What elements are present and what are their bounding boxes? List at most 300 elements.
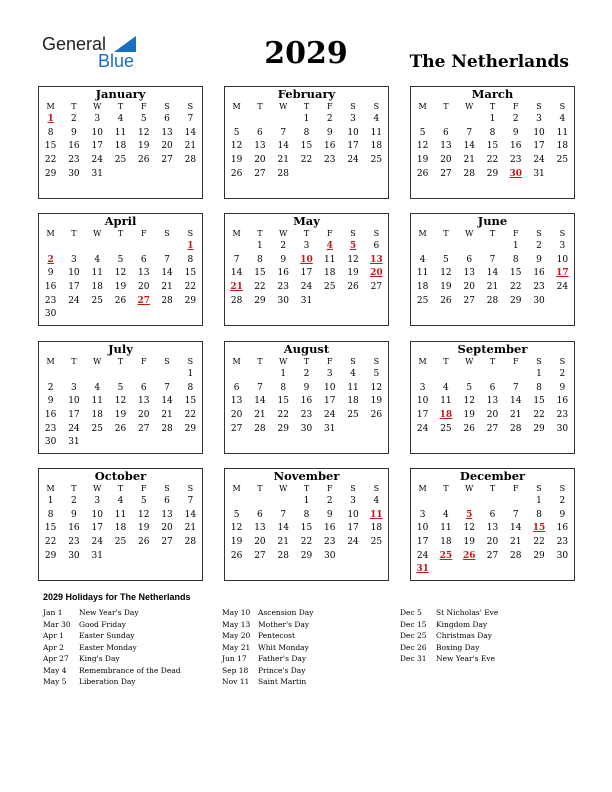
day-cell: 10 [324, 382, 336, 393]
empty-cell [458, 368, 481, 382]
day-cell: 22 [533, 410, 545, 421]
empty-cell [458, 113, 481, 127]
day-cell: 9 [47, 268, 54, 279]
day-cell: 8 [303, 127, 310, 138]
day-cell: 18 [370, 523, 383, 534]
weekday-header: T [489, 357, 496, 366]
empty-cell [132, 240, 155, 254]
holiday-name: Remembrance of the Dead [79, 665, 181, 675]
day-cell: 28 [463, 168, 475, 179]
weekday-header: T [117, 357, 124, 366]
weekday-header: F [140, 357, 147, 366]
empty-cell [109, 240, 132, 254]
day-cell: 1 [187, 241, 194, 252]
day-cell: 9 [326, 127, 333, 138]
weekday-header: S [373, 229, 380, 238]
day-cell: 13 [254, 523, 266, 534]
month-title: August [283, 342, 330, 356]
day-cell: 16 [510, 141, 522, 152]
day-cell: 7 [466, 127, 473, 138]
day-cell: 13 [138, 396, 150, 407]
day-cell: 18 [114, 141, 127, 152]
empty-cell [225, 113, 248, 127]
holiday-row [43, 607, 181, 619]
day-cell: 19 [114, 282, 127, 293]
day-cell: 3 [419, 382, 426, 393]
day-cell: 11 [347, 382, 359, 393]
day-cell: 5 [140, 114, 147, 125]
day-cell: 27 [463, 295, 475, 306]
day-cell: 1 [47, 496, 54, 507]
month-title: May [293, 214, 320, 228]
day-cell: 10 [416, 523, 429, 534]
day-cell: 16 [533, 268, 545, 279]
empty-cell [365, 294, 388, 308]
day-cell: 2 [559, 369, 566, 380]
weekday-header: W [279, 229, 288, 238]
weekday-header: W [465, 102, 474, 111]
day-cell: 25 [114, 537, 127, 548]
day-cell: 20 [254, 537, 266, 548]
day-cell: 23 [68, 537, 80, 548]
day-cell: 7 [280, 127, 287, 138]
day-cell: 31 [68, 437, 80, 448]
weekday-header: T [303, 484, 310, 493]
day-cell: 29 [44, 168, 57, 179]
day-cell: 31 [91, 550, 103, 561]
day-cell: 10 [416, 396, 429, 407]
holiday-row [222, 653, 313, 665]
weekday-header: S [350, 357, 356, 366]
holiday-row [400, 630, 498, 642]
weekday-header: T [443, 357, 449, 366]
day-cell: 11 [440, 396, 452, 407]
holiday-list-title: 2029 Holidays for The Netherlands [43, 592, 191, 602]
day-cell: 5 [443, 254, 449, 265]
empty-cell [272, 495, 295, 509]
holiday-name: New Year's Eve [436, 654, 496, 663]
day-cell: 26 [416, 168, 429, 179]
holiday-date: May 4 [43, 665, 67, 675]
day-cell: 4 [373, 496, 380, 507]
day-cell: 4 [326, 241, 333, 252]
day-cell: 3 [71, 254, 77, 265]
day-cell: 6 [466, 254, 473, 265]
country-name: The Netherlands [409, 52, 569, 72]
day-cell: 1 [47, 114, 54, 125]
day-cell: 10 [300, 254, 313, 265]
day-cell: 3 [94, 114, 101, 125]
month-may [224, 213, 389, 326]
day-cell: 9 [536, 254, 542, 265]
weekday-header: S [350, 229, 356, 238]
weekday-header: S [559, 229, 566, 238]
holiday-date: May 10 [222, 608, 251, 617]
day-cell: 20 [161, 523, 173, 534]
weekday-header: S [373, 102, 380, 111]
calendar-year: 2029 [264, 36, 348, 71]
day-cell: 30 [556, 423, 569, 434]
day-cell: 19 [440, 282, 452, 293]
day-cell: 13 [161, 127, 173, 138]
day-cell: 22 [184, 282, 197, 293]
empty-cell [504, 563, 527, 577]
weekday-header: F [326, 229, 333, 238]
day-cell: 30 [533, 295, 545, 306]
day-cell: 27 [254, 168, 266, 179]
empty-cell [551, 167, 574, 181]
day-cell: 29 [184, 295, 197, 306]
day-cell: 11 [370, 509, 383, 520]
empty-cell [434, 240, 457, 254]
day-cell: 14 [184, 509, 197, 520]
day-cell: 28 [184, 537, 197, 548]
day-cell: 1 [489, 114, 496, 125]
empty-cell [551, 563, 574, 577]
month-february [224, 86, 389, 199]
empty-cell [481, 563, 504, 577]
day-cell: 24 [324, 410, 336, 421]
day-cell: 30 [68, 550, 80, 561]
day-cell: 9 [559, 509, 566, 520]
day-cell: 1 [257, 241, 263, 252]
day-cell: 14 [254, 396, 266, 407]
holiday-date: Dec 5 [400, 608, 422, 617]
day-cell: 28 [277, 550, 289, 561]
day-cell: 4 [559, 114, 566, 125]
day-cell: 5 [233, 127, 240, 138]
day-cell: 25 [324, 282, 336, 293]
day-cell: 30 [44, 437, 57, 448]
day-cell: 24 [347, 537, 359, 548]
weekday-header: T [117, 102, 124, 111]
day-cell: 12 [114, 396, 127, 407]
day-cell: 16 [44, 410, 57, 421]
day-cell: 30 [277, 295, 289, 306]
day-cell: 16 [44, 282, 57, 293]
day-cell: 7 [512, 509, 519, 520]
empty-cell [39, 368, 62, 382]
day-cell: 11 [370, 127, 383, 138]
day-cell: 20 [486, 537, 499, 548]
weekday-header: M [46, 357, 55, 366]
day-cell: 20 [138, 282, 150, 293]
day-cell: 6 [257, 509, 263, 520]
day-cell: 28 [486, 295, 499, 306]
day-cell: 17 [416, 537, 429, 548]
day-cell: 4 [373, 114, 380, 125]
empty-cell [434, 368, 457, 382]
day-cell: 14 [161, 268, 173, 279]
day-cell: 15 [300, 523, 313, 534]
day-cell: 28 [277, 168, 289, 179]
day-cell: 23 [324, 155, 336, 166]
weekday-header: S [164, 102, 170, 111]
weekday-header: W [93, 357, 102, 366]
day-cell: 11 [324, 254, 336, 265]
day-cell: 14 [510, 396, 522, 407]
day-cell: 23 [44, 295, 57, 306]
day-cell: 17 [556, 268, 569, 279]
day-cell: 24 [416, 423, 429, 434]
day-cell: 17 [68, 410, 80, 421]
day-cell: 30 [300, 423, 313, 434]
weekday-header: T [71, 357, 77, 366]
weekday-header: T [489, 484, 496, 493]
day-cell: 23 [44, 423, 57, 434]
empty-cell [318, 294, 341, 308]
weekday-header: S [187, 102, 194, 111]
holiday-date: Apr 27 [43, 654, 69, 663]
empty-cell [341, 167, 364, 181]
day-cell: 26 [347, 282, 359, 293]
holiday-column [222, 607, 313, 688]
empty-cell [248, 495, 271, 509]
day-cell: 19 [138, 523, 150, 534]
day-cell: 23 [533, 282, 545, 293]
empty-cell [155, 549, 178, 563]
day-cell: 6 [233, 382, 240, 393]
weekday-header: T [303, 229, 310, 238]
day-cell: 26 [440, 295, 452, 306]
holiday-row [222, 630, 313, 642]
day-cell: 7 [257, 382, 263, 393]
month-march [410, 86, 575, 199]
day-cell: 17 [533, 141, 545, 152]
holiday-date: May 21 [222, 642, 251, 652]
holiday-row [43, 653, 181, 665]
weekday-header: M [232, 102, 241, 111]
day-cell: 31 [533, 168, 545, 179]
day-cell: 10 [68, 396, 80, 407]
weekday-header: M [46, 229, 55, 238]
day-cell: 9 [559, 382, 566, 393]
holiday-name: Pentecost [258, 631, 296, 640]
weekday-header: T [257, 484, 263, 493]
weekday-header: S [164, 229, 170, 238]
month-november [224, 468, 389, 581]
holiday-date: Mar 30 [43, 619, 71, 629]
weekday-header: M [232, 484, 241, 493]
holiday-row [400, 653, 498, 665]
day-cell: 10 [533, 127, 545, 138]
empty-cell [86, 308, 109, 322]
holiday-date: Apr 2 [43, 642, 64, 652]
month-july [38, 341, 203, 454]
month-title: September [457, 342, 528, 356]
day-cell: 16 [324, 141, 336, 152]
empty-cell [434, 563, 457, 577]
day-cell: 10 [91, 127, 103, 138]
empty-cell [527, 563, 550, 577]
empty-cell [225, 495, 248, 509]
month-title: November [273, 469, 340, 483]
empty-cell [62, 308, 85, 322]
day-cell: 17 [91, 141, 103, 152]
weekday-header: W [279, 357, 288, 366]
day-cell: 10 [91, 509, 103, 520]
day-cell: 12 [463, 396, 475, 407]
day-cell: 25 [347, 410, 359, 421]
day-cell: 23 [510, 155, 522, 166]
holiday-date: Nov 11 [222, 677, 250, 686]
weekday-header: M [418, 357, 427, 366]
weekday-header: S [350, 102, 356, 111]
day-cell: 30 [68, 168, 80, 179]
day-cell: 21 [230, 282, 243, 293]
day-cell: 20 [254, 155, 266, 166]
day-cell: 3 [419, 509, 426, 520]
holiday-name: Liberation Day [79, 677, 136, 686]
holiday-row [43, 665, 181, 677]
day-cell: 18 [91, 282, 103, 293]
day-cell: 25 [556, 155, 569, 166]
holiday-row [222, 642, 313, 654]
day-cell: 12 [416, 141, 429, 152]
day-cell: 11 [440, 523, 452, 534]
holiday-name: Christmas Day [436, 631, 492, 640]
day-cell: 8 [47, 509, 54, 520]
weekday-header: M [418, 102, 427, 111]
weekday-header: W [93, 229, 102, 238]
month-december [410, 468, 575, 581]
empty-cell [225, 240, 248, 254]
day-cell: 18 [439, 410, 453, 421]
day-cell: 18 [114, 523, 127, 534]
holiday-date: Dec 15 [400, 619, 427, 629]
month-october [38, 468, 203, 581]
weekday-header: F [140, 102, 147, 111]
holiday-name: Easter Monday [79, 642, 137, 652]
day-cell: 21 [463, 155, 475, 166]
holiday-name: Kingdom Day [436, 619, 488, 629]
day-cell: 26 [138, 537, 150, 548]
day-cell: 3 [536, 114, 542, 125]
day-cell: 16 [68, 523, 80, 534]
day-cell: 31 [91, 168, 103, 179]
day-cell: 23 [556, 410, 569, 421]
day-cell: 4 [419, 254, 426, 265]
holiday-row [222, 676, 313, 688]
day-cell: 1 [280, 369, 287, 380]
holiday-row [222, 665, 313, 677]
weekday-header: T [443, 229, 449, 238]
empty-cell [481, 368, 504, 382]
day-cell: 15 [184, 396, 197, 407]
day-cell: 14 [510, 523, 522, 534]
weekday-header: S [536, 484, 542, 493]
day-cell: 17 [347, 523, 359, 534]
day-cell: 5 [233, 509, 240, 520]
day-cell: 11 [91, 396, 103, 407]
day-cell: 2 [47, 382, 54, 393]
day-cell: 8 [512, 254, 519, 265]
day-cell: 30 [556, 550, 569, 561]
empty-cell [411, 240, 434, 254]
day-cell: 12 [138, 127, 150, 138]
day-cell: 3 [350, 496, 356, 507]
day-cell: 16 [277, 268, 289, 279]
holiday-name: Good Friday [79, 619, 126, 629]
weekday-header: F [512, 357, 519, 366]
day-cell: 20 [138, 410, 150, 421]
day-cell: 27 [254, 550, 266, 561]
day-cell: 8 [47, 127, 54, 138]
weekday-header: S [536, 357, 542, 366]
day-cell: 17 [416, 410, 429, 421]
weekday-header: T [257, 229, 263, 238]
holiday-row [43, 642, 181, 654]
day-cell: 5 [466, 509, 473, 520]
day-cell: 17 [347, 141, 359, 152]
day-cell: 26 [138, 155, 150, 166]
empty-cell [179, 549, 202, 563]
day-cell: 21 [510, 537, 522, 548]
empty-cell [155, 167, 178, 181]
month-title: February [277, 87, 336, 101]
holiday-date: Apr 1 [43, 631, 64, 640]
weekday-header: T [117, 229, 124, 238]
day-cell: 28 [161, 423, 173, 434]
weekday-header: M [232, 229, 241, 238]
day-cell: 27 [138, 423, 150, 434]
day-cell: 5 [373, 369, 380, 380]
day-cell: 9 [303, 382, 310, 393]
day-cell: 6 [443, 127, 449, 138]
day-cell: 15 [44, 523, 57, 534]
day-cell: 26 [114, 423, 127, 434]
day-cell: 15 [486, 141, 499, 152]
weekday-header: S [187, 484, 194, 493]
day-cell: 25 [91, 423, 103, 434]
holiday-date: May 5 [43, 677, 67, 686]
weekday-header: M [232, 357, 241, 366]
day-cell: 7 [512, 382, 519, 393]
day-cell: 22 [277, 410, 289, 421]
day-cell: 25 [114, 155, 127, 166]
day-cell: 4 [443, 509, 449, 520]
day-cell: 1 [303, 496, 310, 507]
day-cell: 7 [164, 382, 170, 393]
holiday-date: May 20 [222, 631, 251, 640]
holiday-column [43, 607, 181, 688]
day-cell: 25 [370, 155, 383, 166]
day-cell: 14 [463, 141, 475, 152]
day-cell: 4 [94, 382, 101, 393]
logo-general-text: General [42, 34, 107, 54]
day-cell: 27 [486, 423, 499, 434]
month-title: October [94, 469, 147, 483]
weekday-header: S [373, 357, 380, 366]
empty-cell [109, 167, 132, 181]
day-cell: 25 [440, 423, 452, 434]
day-cell: 27 [161, 155, 173, 166]
weekday-header: S [559, 357, 566, 366]
day-cell: 24 [68, 423, 80, 434]
day-cell: 3 [94, 496, 101, 507]
day-cell: 13 [370, 254, 383, 265]
day-cell: 1 [536, 369, 542, 380]
empty-cell [318, 167, 341, 181]
day-cell: 8 [280, 382, 287, 393]
weekday-header: F [512, 484, 519, 493]
day-cell: 7 [489, 254, 496, 265]
day-cell: 28 [510, 550, 522, 561]
holiday-date: Dec 25 [400, 631, 427, 640]
day-cell: 4 [94, 254, 101, 265]
weekday-header: S [536, 229, 542, 238]
day-cell: 26 [230, 168, 243, 179]
